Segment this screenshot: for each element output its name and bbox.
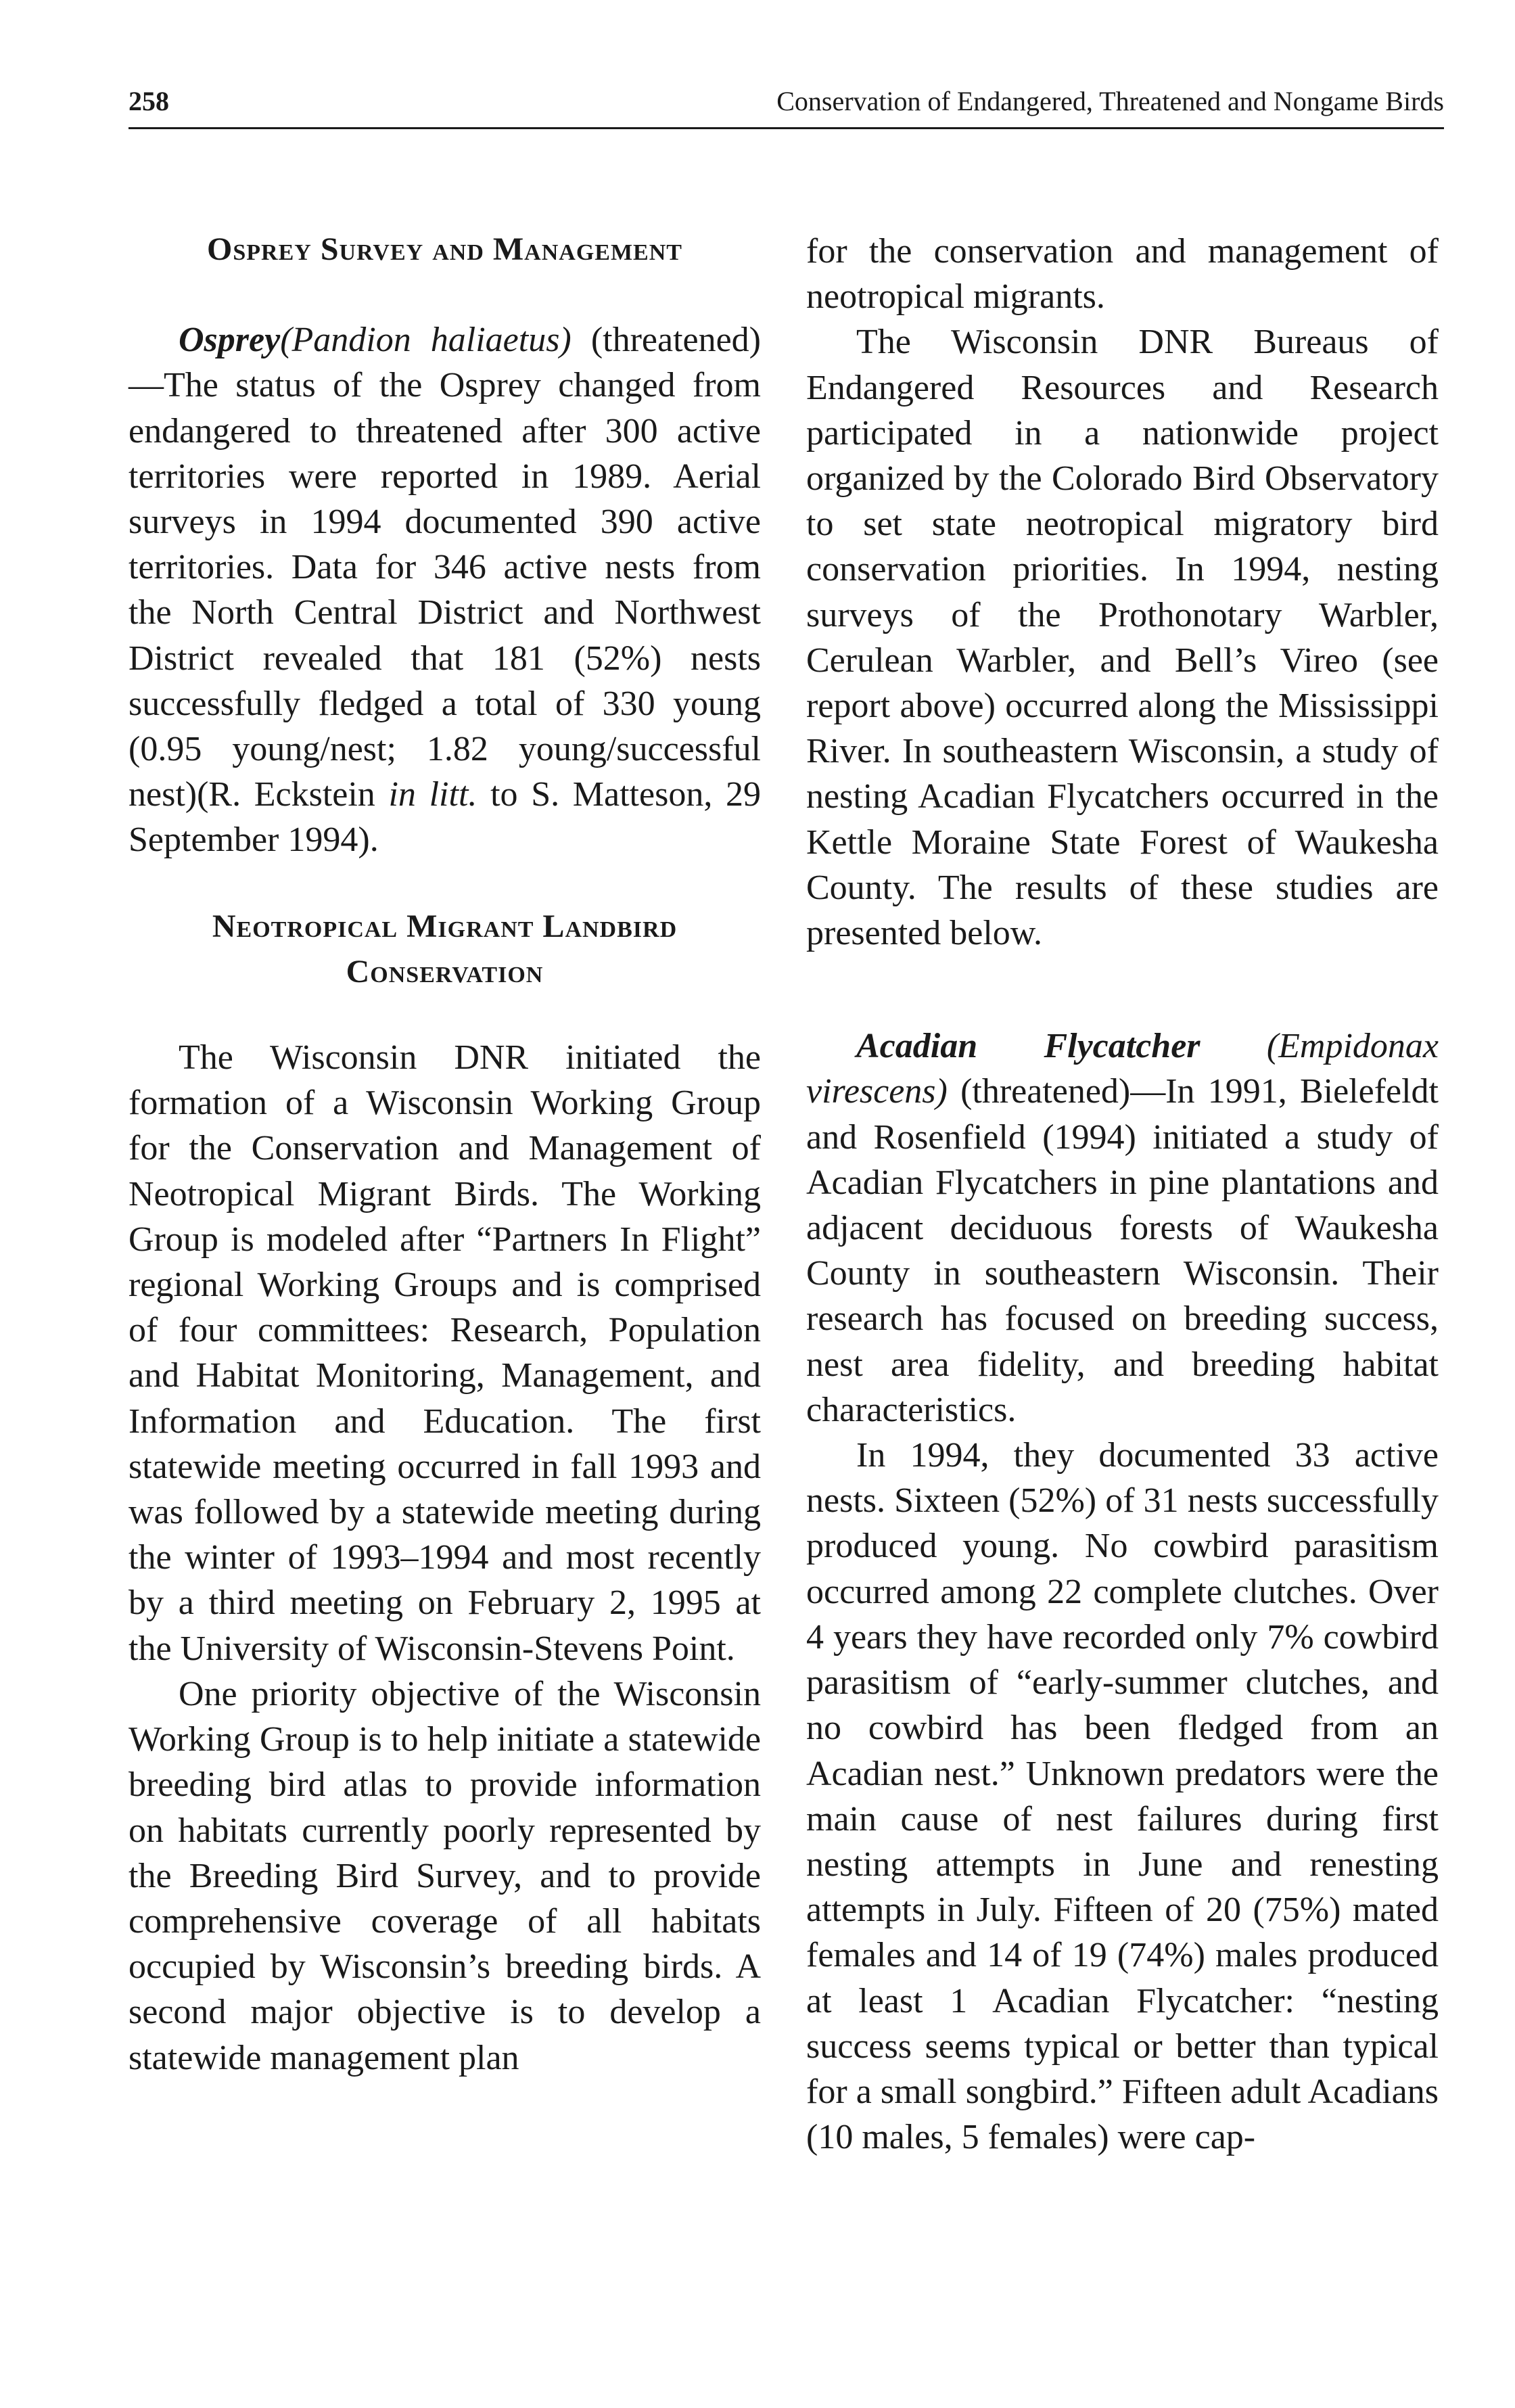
left-column (129, 227, 761, 2081)
acadian-scientific-name: (Empidonax virescens) (806, 1027, 1439, 1111)
osprey-section-heading: Osprey Survey and Management (207, 231, 682, 267)
osprey-species-name: Osprey (179, 321, 281, 360)
page-number: 258 (129, 86, 169, 116)
bureaus-paragraph: The Wisconsin DNR Bureaus of Endangered Resources and Research participated in a nationwide project organized by the Colorado Bird Observatory to set state neotropical migratory bird conservation priorities. In 1994, nesting surveys of the Prothonotary Warbler, Cerulean Warbler, and Bell’s Vireo (see report above) occurred along the Mississippi River. In southeastern Wisconsin, a study of nesting Acadian Flycatchers occurred in the Kettle Moraine State Forest of Waukesha County. The results of these studies are presented below. (806, 323, 1439, 953)
acadian-species-name: Acadian Flycatcher (856, 1027, 1201, 1066)
results-paragraph: In 1994, they documented 33 active nests. Sixteen (52%) of 31 nests successfully produced young. No cowbird parasitism occurred among 22 complete clutches. Over 4 years they have recorded only 7% cowbird parasitism of “early-summer clutches, and no cowbird has been fledged from an Acadian nest.” Unknown predators were the main cause of nest failures during first nesting attempts in June and renesting attempts in July. Fifteen of 20 (75%) mated females and 14 of 19 (74%) males produced at least 1 Acadian Flycatcher: “nesting success seems typical or better than typical for a small songbird.” Fifteen adult Acadians (10 males, 5 females) were cap- (806, 1436, 1439, 2157)
continued-paragraph: for the conservation and management of neotropical migrants. (806, 232, 1439, 317)
osprey-paragraph: Osprey(Pandion haliaetus) (threatened)—The status of the Osprey changed from endangered to threatened after 300 active territories were reported in 1989. Aerial surveys in 1994 documented 390 active territories. Data for 346 active nests from the North Central District and Northwest District revealed that 181 (52%) nests successfully fledged a total of 330 young (0.95 young/nest; 1.82 young/successful nest)(R. Eckstein in litt. to S. Matteson, 29 September 1994). (129, 321, 761, 860)
neotropical-section-heading: Neotropical Migrant Landbird Conservation (212, 908, 678, 990)
right-column (806, 229, 1439, 2160)
objectives-paragraph: One priority objective of the Wisconsin Working Group is to help initiate a statewide breeding bird atlas to provide information on habitats currently poorly represented by the Breeding Bird Survey, and to provide comprehensive coverage of all habitats occupied by Wisconsin’s breeding birds. A second major objective is to develop a statewide management plan (129, 1674, 761, 2077)
working-group-paragraph: The Wisconsin DNR initiated the formation of a Wisconsin Working Group for the Conservation and Management of Neotropical Migrant Birds. The Working Group is modeled after “Partners In Flight” regional Working Groups and is comprised of four committees: Research, Population and Habitat Monitoring, Management, and Information and Education. The first statewide meeting occurred in fall 1993 and was followed by a statewide meeting during the winter of 1993–1994 and most recently by a third meeting on February 2, 1995 at the University of Wisconsin-Stevens Point. (129, 1038, 761, 1668)
running-title: Conservation of Endangered, Threatened and Nongame Birds (776, 86, 1444, 116)
acadian-paragraph: Acadian Flycatcher (Empidonax virescens) (threatened)—In 1991, Bielefeldt and Rosenfield (1994) initiated a study of Acadian Flycatchers in pine plantations and adjacent deciduous forests of Waukesha County in southeastern Wisconsin. Their research has focused on breeding success, nest area fidelity, and breeding habitat characteristics. (806, 1027, 1439, 1429)
running-header (129, 80, 1444, 129)
osprey-scientific-name: (Pandion haliaetus) (280, 321, 572, 360)
